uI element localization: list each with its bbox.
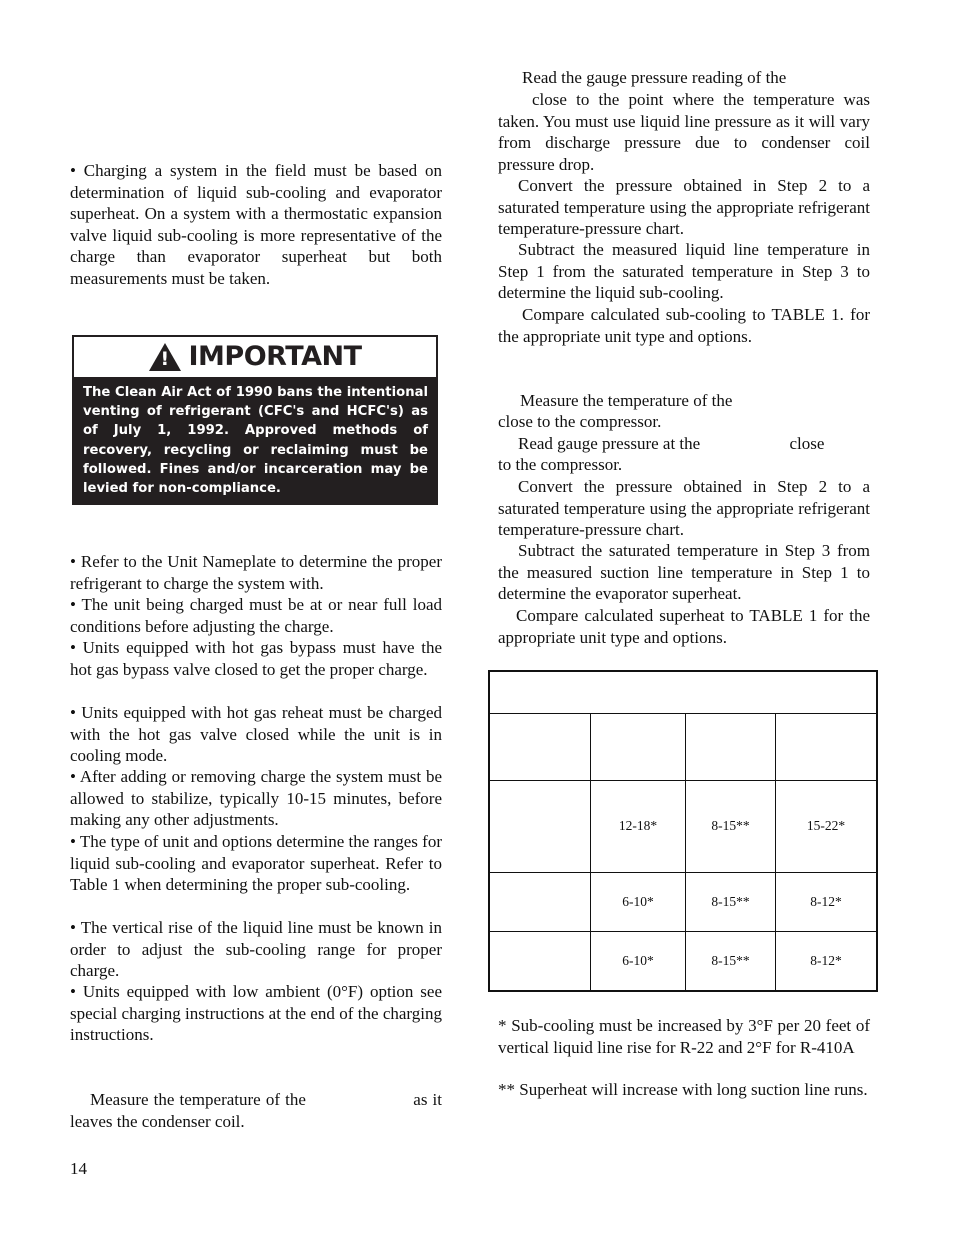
table-row [489,780,877,872]
table-note-1: * Sub-cooling must be increased by 3°F per 20 feet of vertical liquid line rise for R-22 and 2°F for R-410A [498,1016,870,1057]
superheat-step-1b: close to the compressor. [498,412,662,431]
table-note-2: ** Superheat will increase with long suction line runs. [498,1080,868,1099]
bullet-3: • Units equipped with hot gas bypass must have the hot gas bypass valve closed to get the proper charge. [70,638,442,679]
table-cell: 8-12* [776,872,878,931]
subcool-step-2a: Read the gauge pressure reading of the [522,68,787,87]
table-1 [488,670,878,992]
superheat-step-3: Convert the pressure obtained in Step 2 to a saturated temperature using the appropriate refrigerant temperature-pressure chart. [498,477,870,539]
bullet-6: • The type of unit and options determine the ranges for liquid sub-cooling and evaporator superheat. Refer to Table 1 when determining the proper sub-cooling. [70,832,442,894]
superheat-step-2b: to the compressor. [498,455,623,474]
warning-icon: ! [149,343,181,371]
important-text: The Clean Air Act of 1990 bans the intentional venting of refrigerant (CFC's and HCFC's) as of July 1, 1992. Approved methods of recovery, recycling or reclaiming must be followed. Fines and/or incarceration may be levied for non-compliance. [83,385,428,497]
header-cell [591,713,686,780]
important-title: IMPORTANT [188,341,362,373]
row-label-cell [489,872,591,931]
bullet-5: • After adding or removing charge the system must be allowed to stabilize, typically 10-15 minutes, before making any other adjustments. [70,767,442,829]
subcool-step-2b: close to the point where the temperature was taken. You must use liquid line pressure as it will vary from discharge pressure due to condenser coil pressure drop. [498,90,870,174]
subcool-step-4: Subtract the measured liquid line temperature in Step 1 from the saturated temperature in Step 3 to determine the liquid sub-cooling. [498,240,870,302]
superheat-step-4: Subtract the saturated temperature in Step 3 from the measured suction line temperature in Step 1 to determine the evaporator superheat. [498,541,870,603]
table-row [489,931,877,991]
page-number: 14 [70,1159,87,1178]
table-cell: 6-10* [591,931,686,991]
table-cell: 8-12* [776,931,878,991]
bullet-4: • Units equipped with hot gas reheat must be charged with the hot gas valve closed while the unit is in cooling mode. [70,703,442,765]
subcool-step-5: Compare calculated sub-cooling to TABLE 1. for the appropriate unit type and options. [498,305,870,346]
table-cell: 15-22* [776,780,878,872]
bullet-8: • Units equipped with low ambient (0°F) option see special charging instructions at the end of the charging instructions. [70,982,442,1044]
table-row [489,872,877,931]
important-notice [72,335,438,505]
table-cell: 12-18* [591,780,686,872]
header-cell [686,713,776,780]
table-title-cell [489,671,877,713]
row-label-cell [489,780,591,872]
table-cell: 8-15** [686,780,776,872]
bullet-2: • The unit being charged must be at or near full load conditions before adjusting the charge. [70,595,442,636]
table-cell: 6-10* [591,872,686,931]
subcool-step-3: Convert the pressure obtained in Step 2 to a saturated temperature using the appropriate refrigerant temperature-pressure chart. [498,176,870,238]
bullet-7: • The vertical rise of the liquid line must be known in order to adjust the sub-cooling range for proper charge. [70,918,442,980]
superheat-step-1a: Measure the temperature of the [520,391,733,410]
subcool-step-1: Measure the temperature of the as it leaves the condenser coil. [70,1090,447,1131]
row-label-cell [489,931,591,991]
table-cell: 8-15** [686,931,776,991]
charging-intro: • Charging a system in the field must be based on determination of liquid sub-cooling and evaporator superheat. On a system with a thermostatic expansion valve liquid sub-cooling is more representative of the charge than evaporator superheat but both measurements must be taken. [70,161,442,288]
header-cell [776,713,878,780]
header-cell [489,713,591,780]
superheat-step-2a: Read gauge pressure at the close [518,434,825,453]
superheat-step-5: Compare calculated superheat to TABLE 1 for the appropriate unit type and options. [498,606,870,647]
bullet-1: • Refer to the Unit Nameplate to determine the proper refrigerant to charge the system with. [70,552,442,593]
table-cell: 8-15** [686,872,776,931]
